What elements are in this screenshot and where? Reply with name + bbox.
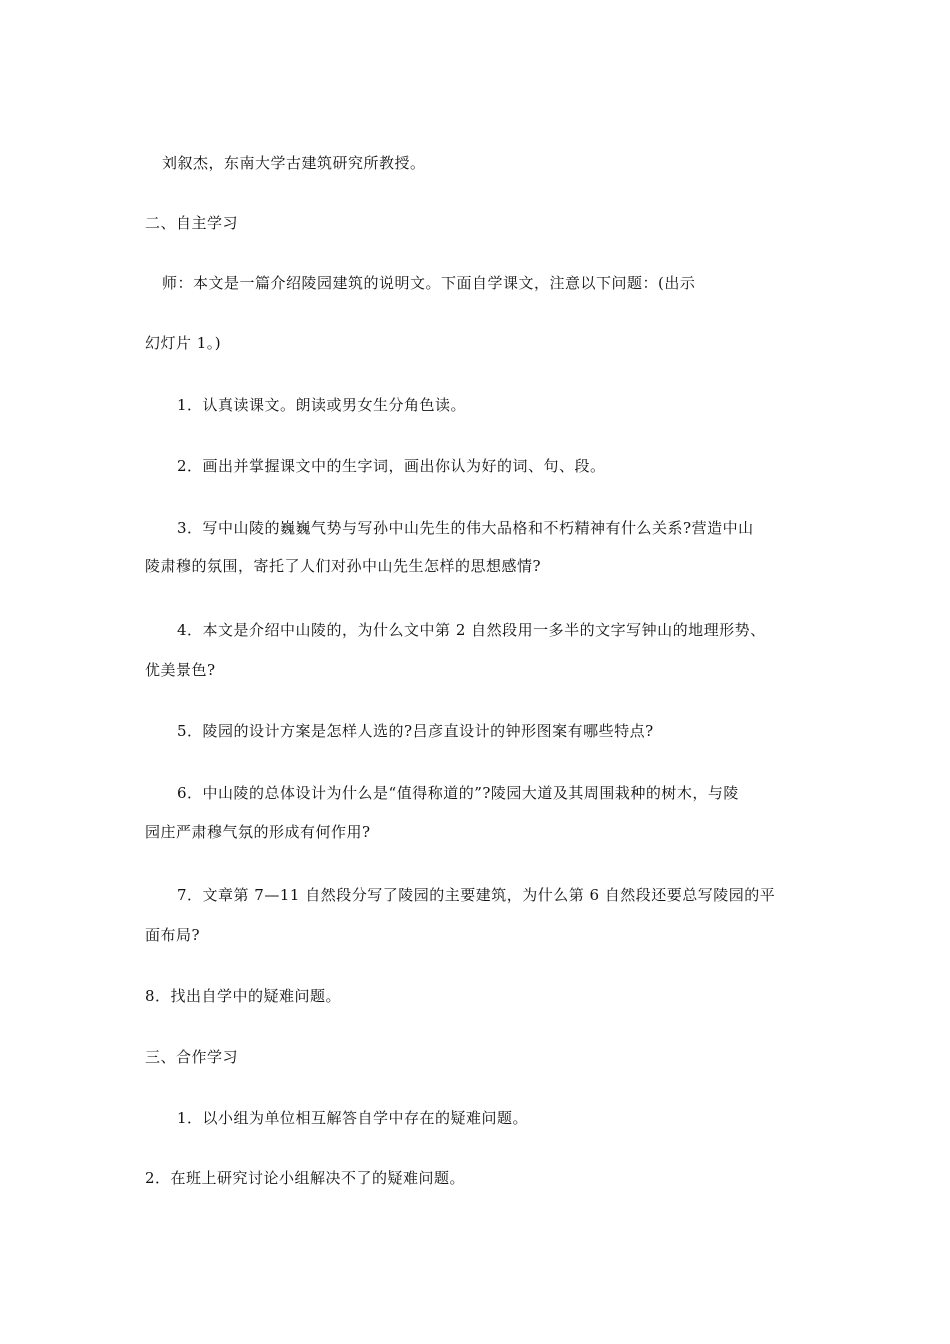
question-8: 8．找出自学中的疑难问题。 [145,987,342,1005]
author-note: 刘叙杰，东南大学古建筑研究所教授。 [162,154,426,172]
question-7-line-1: 7．文章第 7—11 自然段分写了陵园的主要建筑，为什么第 6 自然段还要总写陵园的平 [177,886,776,904]
question-3-line-2: 陵肃穆的氛围，寄托了人们对孙中山先生怎样的思想感情? [145,557,542,575]
question-1: 1．认真读课文。朗读或男女生分角色读。 [177,396,467,414]
cooperative-item-1: 1．以小组为单位相互解答自学中存在的疑难问题。 [177,1109,529,1127]
question-5: 5．陵园的设计方案是怎样人选的?吕彦直设计的钟形图案有哪些特点? [177,722,654,740]
teacher-intro-line-2: 幻灯片 1。) [145,334,222,352]
section-heading-self-study: 二、自主学习 [145,214,239,232]
question-7-line-2: 面布局? [145,926,201,944]
question-4-line-1: 4．本文是介绍中山陵的，为什么文中第 2 自然段用一多半的文字写钟山的地理形势、 [177,621,766,639]
question-3-line-1: 3．写中山陵的巍巍气势与写孙中山先生的伟大品格和不朽精神有什么关系?营造中山 [177,519,754,537]
section-heading-cooperative-study: 三、合作学习 [145,1048,239,1066]
question-2: 2．画出并掌握课文中的生字词，画出你认为好的词、句、段。 [177,457,606,475]
teacher-intro-line-1: 师：本文是一篇介绍陵园建筑的说明文。下面自学课文，注意以下问题：(出示 [162,274,696,292]
cooperative-item-2: 2．在班上研究讨论小组解决不了的疑难问题。 [145,1169,466,1187]
question-4-line-2: 优美景色? [145,661,216,679]
question-6-line-1: 6．中山陵的总体设计为什么是“值得称道的”?陵园大道及其周围栽种的树木，与陵 [177,784,739,802]
question-6-line-2: 园庄严肃穆气氛的形成有何作用? [145,823,371,841]
